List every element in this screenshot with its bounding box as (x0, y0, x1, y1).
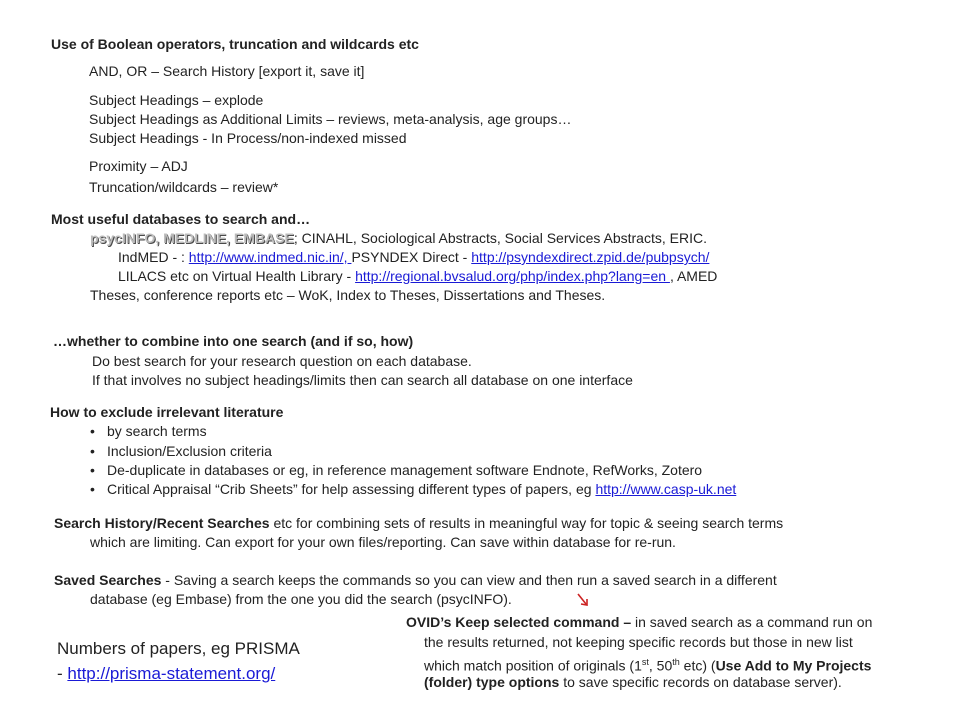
databases-line-lilacs (118, 267, 717, 285)
prisma-label: PRISMA (234, 639, 300, 658)
ovid-text: , 50 (648, 657, 673, 674)
ovid-line (424, 673, 842, 691)
indmed-label: IndMED - : (118, 249, 189, 265)
prisma-link[interactable]: http://prisma-statement.org/ (67, 664, 276, 683)
saved-bold: Saved Searches (54, 572, 162, 588)
list-item (90, 461, 702, 479)
ovid-text: to save specific records on database server). (559, 674, 842, 690)
boolean-line: Subject Headings as Additional Limits – reviews, meta-analysis, age groups… (89, 111, 572, 127)
bullet-icon: • (90, 462, 95, 478)
list-item-text: Inclusion/Exclusion criteria (107, 443, 272, 459)
list-item (90, 442, 272, 460)
ovid-line (424, 653, 871, 675)
ovid-line (406, 613, 872, 631)
saved-line: database (eg Embase) from the one you did the search (psycINFO). (90, 591, 512, 607)
list-item (90, 480, 736, 498)
list-item-text: Critical Appraisal “Crib Sheets” for help assessing different types of papers, eg (107, 481, 596, 497)
bullet-icon: • (90, 481, 95, 497)
boolean-line: Truncation/wildcards – review* (89, 179, 279, 195)
ovid-bold-text: Use Add to My Projects (715, 657, 872, 674)
bvsalud-link[interactable]: http://regional.bvsalud.org/php/index.php?lang=en (355, 268, 670, 284)
boolean-line: Proximity – ADJ (89, 158, 188, 174)
numbers-title (57, 638, 300, 660)
databases-line-theses: Theses, conference reports etc – WoK, Index to Theses, Dissertations and Theses. (90, 287, 606, 303)
bullet-icon: • (90, 443, 95, 459)
ovid-sup: st (641, 657, 649, 667)
arrow-down-right-icon (576, 592, 590, 608)
databases-line-main (90, 229, 707, 247)
databases-rest: ; CINAHL, Sociological Abstracts, Social Services Abstracts, ERIC. (293, 230, 707, 246)
bullet-icon: • (90, 423, 95, 439)
saved-rest: - Saving a search keeps the commands so you can view and then run a saved search in a different (161, 572, 777, 588)
databases-heading: Most useful databases to search and… (51, 211, 311, 227)
numbers-prefix: - (57, 664, 68, 683)
history-rest: etc for combining sets of results in meaningful way for topic & seeing search terms (269, 515, 784, 531)
list-item-text: by search terms (107, 423, 207, 439)
psyndex-label: PSYNDEX Direct - (351, 249, 472, 265)
combine-heading: …whether to combine into one search (and if so, how) (53, 333, 414, 349)
list-item (90, 422, 207, 440)
casp-link[interactable]: http://www.casp-uk.net (595, 481, 737, 497)
databases-highlight: psycINFO, MEDLINE, EMBASE (90, 230, 294, 246)
boolean-line: Subject Headings – explode (89, 92, 264, 108)
exclude-heading: How to exclude irrelevant literature (50, 404, 284, 420)
ovid-rest: in saved search as a command run on (631, 614, 873, 630)
boolean-line: AND, OR – Search History [export it, save it] (89, 63, 365, 79)
ovid-sup: th (672, 657, 680, 667)
ovid-bold: OVID’s Keep selected command – (406, 614, 632, 630)
saved-line (54, 571, 777, 589)
databases-line-indmed (118, 248, 709, 266)
lilacs-label: LILACS etc on Virtual Health Library - (118, 268, 356, 284)
history-line: which are limiting. Can export for your own files/reporting. Can save within database for re-run. (90, 534, 676, 550)
boolean-line: Subject Headings - In Process/non-indexed missed (89, 130, 407, 146)
numbers-link-line (57, 663, 275, 685)
numbers-title-text: Numbers of papers, eg (57, 639, 235, 658)
history-line (54, 514, 783, 532)
ovid-line: the results returned, not keeping specific records but those in new list (424, 634, 853, 650)
combine-line: If that involves no subject headings/limits then can search all database on one interface (92, 372, 633, 388)
psyndex-link[interactable]: http://psyndexdirect.zpid.de/pubpsych/ (471, 249, 710, 265)
amed-label: , AMED (669, 268, 718, 284)
boolean-heading: Use of Boolean operators, truncation and wildcards etc (51, 36, 419, 52)
indmed-link[interactable]: http://www.indmed.nic.in/, (188, 249, 352, 265)
ovid-text: which match position of originals (1 (424, 657, 642, 674)
ovid-text: etc) ( (679, 657, 716, 674)
list-item-text: De-duplicate in databases or eg, in reference management software Endnote, RefWorks, Zotero (107, 462, 703, 478)
combine-line: Do best search for your research question on each database. (92, 353, 472, 369)
ovid-bold-text: (folder) type options (424, 674, 560, 690)
history-bold: Search History/Recent Searches (54, 515, 270, 531)
